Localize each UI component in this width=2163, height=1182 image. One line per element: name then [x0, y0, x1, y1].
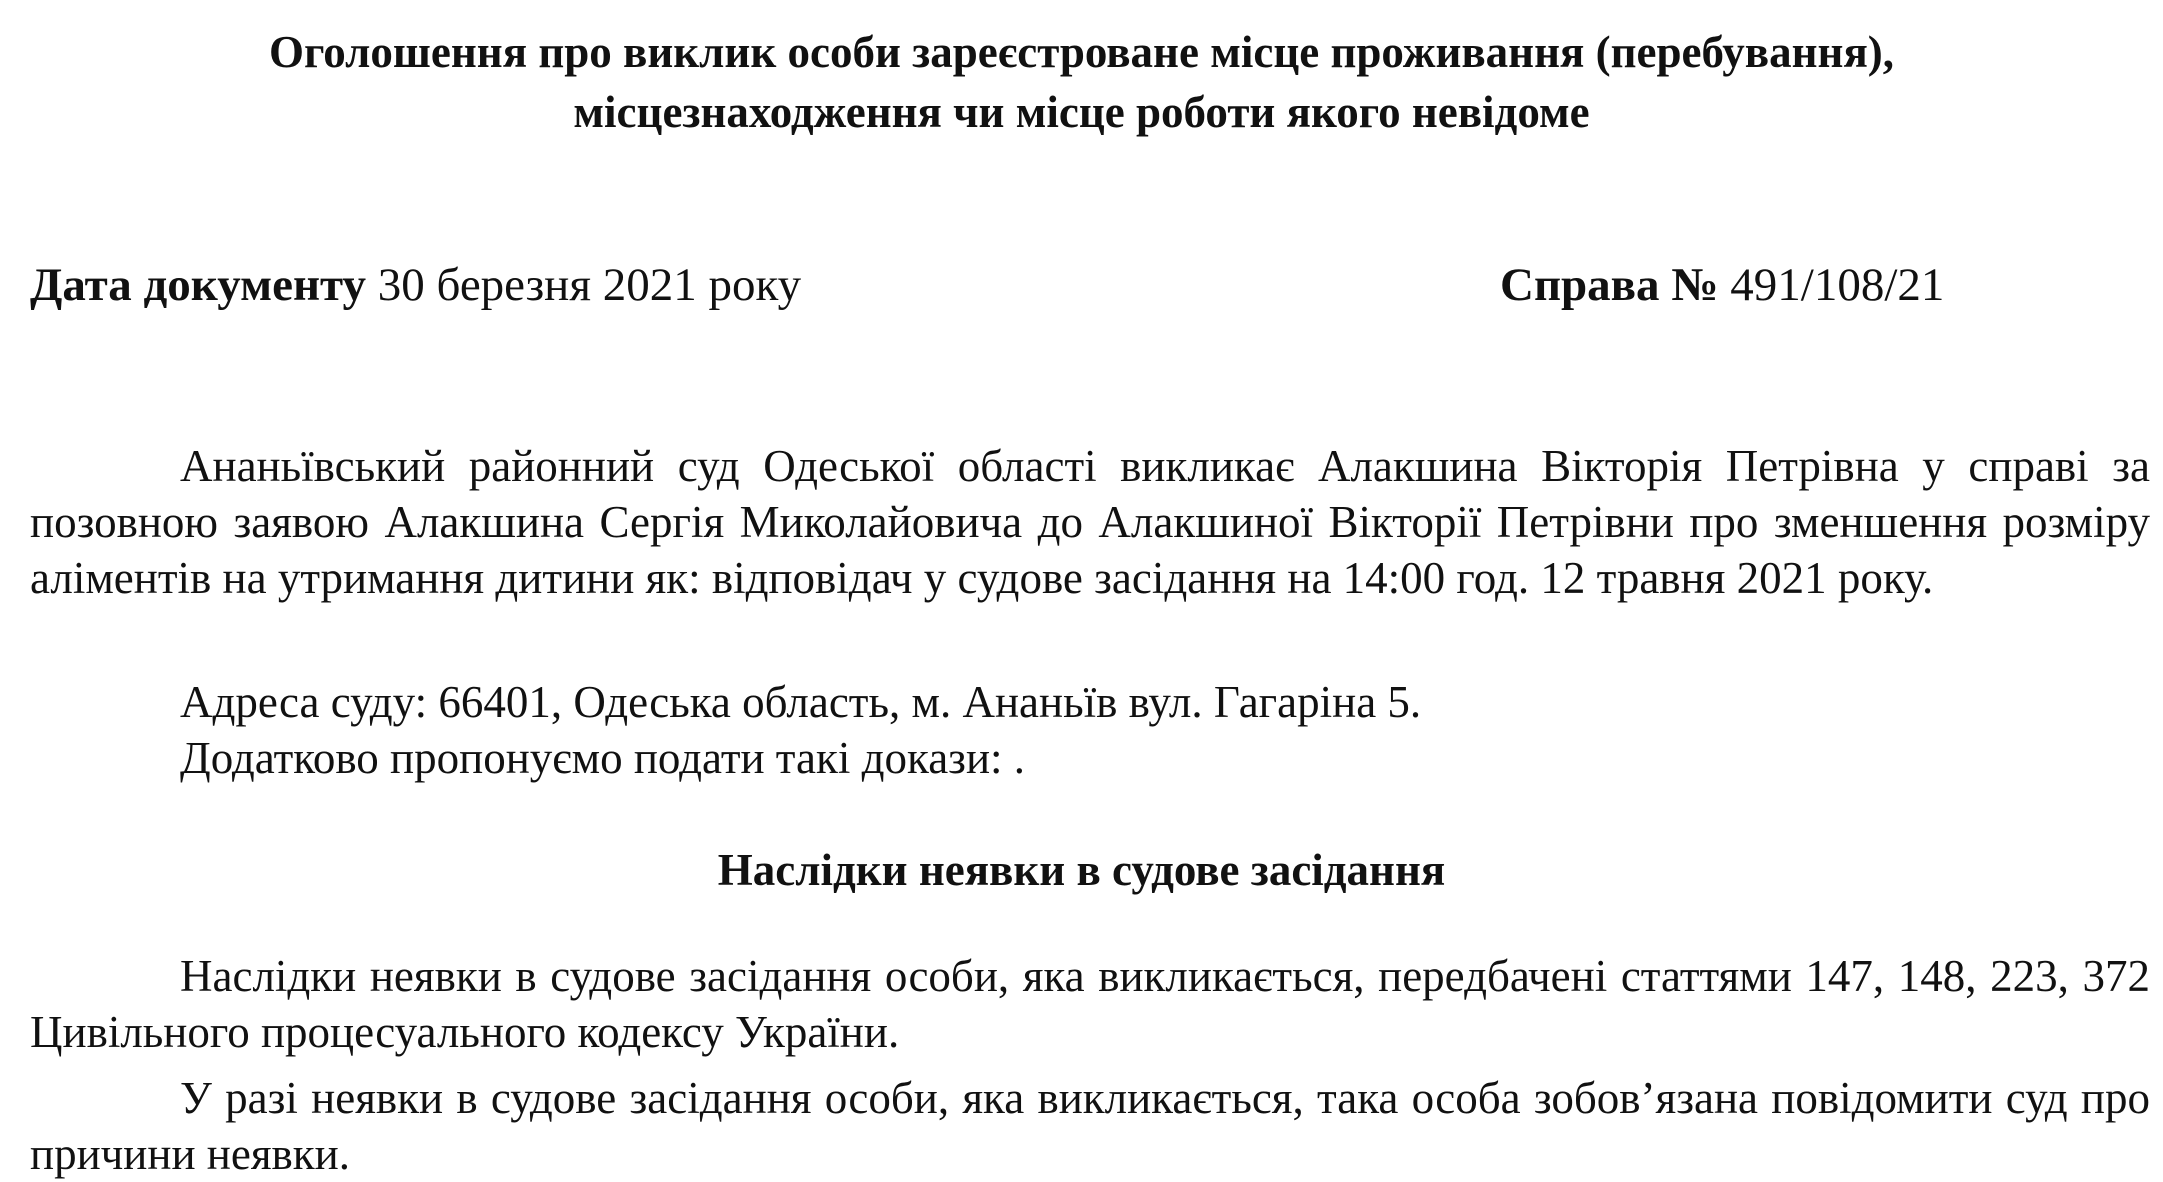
notify-paragraph: У разі неявки в судове засідання особи, яка викликається, така особа зобов’язана повідомити суд про причини неявки.	[30, 1073, 2150, 1179]
case-number	[1500, 255, 1944, 315]
case-number-label: Справа №	[1500, 259, 1719, 311]
summons-paragraph: Ананьївський районний суд Одеської області викликає Алакшина Вікторія Петрівна у справі за позовною заявою Алакшина Сергія Миколайовича до Алакшиної Вікторії Петрівни про зменшення розміру аліментів на утримання дитини як: відповідач у судове засідання на 14:00 год. 12 травня 2021 року.	[30, 441, 2150, 603]
case-number-value: 491/108/21	[1730, 259, 1945, 311]
document-date-value: 30 березня 2021 року	[377, 259, 802, 311]
evidence-line: Додатково пропонуємо подати такі докази: .	[180, 733, 1026, 783]
document-title-line-1: Оголошення про виклик особи зареєстроване місце проживання (перебування),	[268, 27, 1895, 77]
document-date-label: Дата документу	[30, 259, 367, 311]
document-date	[30, 255, 801, 315]
consequences-heading: Наслідки неявки в судове засідання	[717, 845, 1446, 895]
consequences-paragraph: Наслідки неявки в судове засідання особи, яка викликається, передбачені статтями 147, 148, 223, 372 Цивільного процесуального кодексу України.	[30, 951, 2150, 1057]
document-title-line-2: місцезнаходження чи місце роботи якого невідоме	[573, 87, 1590, 137]
court-address: Адреса суду: 66401, Одеська область, м. Ананьїв вул. Гагаріна 5.	[180, 677, 1422, 727]
document-title	[0, 22, 2163, 142]
